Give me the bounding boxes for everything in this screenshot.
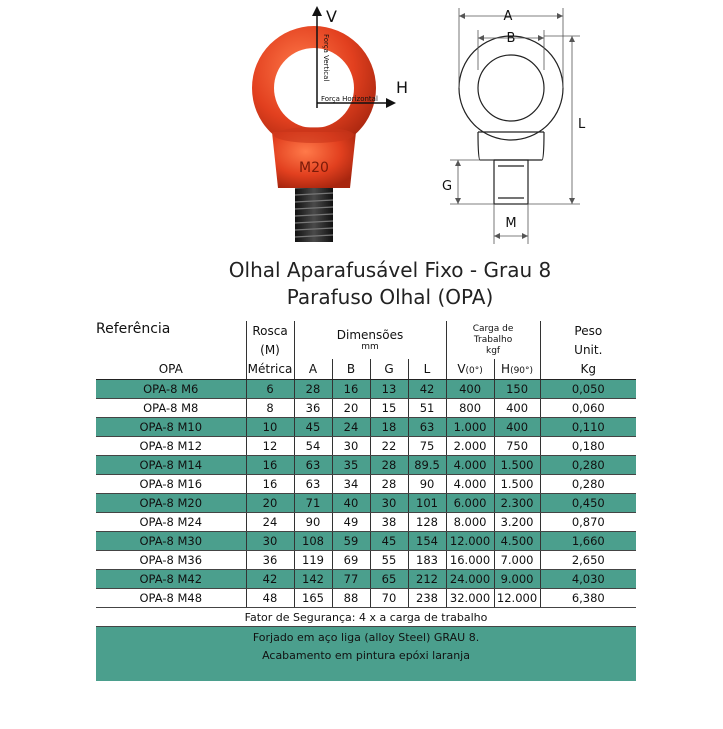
cell-kg: 2,650 [540,551,636,570]
header-carga-unit: kgf [486,345,501,356]
table-row [96,532,636,551]
cell-l: 63 [408,418,446,437]
cell-b: 88 [332,589,370,608]
cell-v: 32.000 [446,589,494,608]
cell-b: 20 [332,399,370,418]
cell-v: 8.000 [446,513,494,532]
col-g: G [370,359,408,380]
dimension-drawing [440,0,720,250]
cell-m: 16 [246,456,294,475]
cell-v: 1.000 [446,418,494,437]
cell-g: 22 [370,437,408,456]
cell-kg: 0,450 [540,494,636,513]
cell-g: 30 [370,494,408,513]
header-dimensoes-unit: mm [361,342,379,352]
cell-l: 51 [408,399,446,418]
cell-ref: OPA-8 M10 [96,418,246,437]
col-v: V [457,362,466,376]
fator-seguranca: Fator de Segurança: 4 x a carga de trabalho [96,608,636,627]
cell-m: 42 [246,570,294,589]
cell-v: 4.000 [446,456,494,475]
page-title: Olhal Aparafusável Fixo - Grau 8 [228,258,552,282]
cell-kg: 0,110 [540,418,636,437]
cell-a: 142 [294,570,332,589]
cell-a: 45 [294,418,332,437]
cell-kg: 4,030 [540,570,636,589]
cell-h: 400 [494,418,540,437]
col-opa: OPA [96,359,246,380]
cell-kg: 6,380 [540,589,636,608]
cell-b: 24 [332,418,370,437]
col-b: B [332,359,370,380]
table-row [96,494,636,513]
cell-h: 150 [494,380,540,399]
cell-g: 15 [370,399,408,418]
cell-ref: OPA-8 M16 [96,475,246,494]
cell-kg: 1,660 [540,532,636,551]
table-row [96,399,636,418]
cell-b: 40 [332,494,370,513]
cell-m: 10 [246,418,294,437]
cell-l: 154 [408,532,446,551]
cell-g: 18 [370,418,408,437]
cell-b: 35 [332,456,370,475]
cell-h: 2.300 [494,494,540,513]
table-row [96,418,636,437]
cell-g: 28 [370,475,408,494]
cell-m: 24 [246,513,294,532]
cell-kg: 0,280 [540,456,636,475]
cell-m: 30 [246,532,294,551]
page-subtitle: Parafuso Olhal (OPA) [286,285,494,309]
dim-m-label: M [505,216,517,231]
cell-h: 3.200 [494,513,540,532]
cell-a: 119 [294,551,332,570]
cell-g: 55 [370,551,408,570]
cell-l: 101 [408,494,446,513]
cell-a: 108 [294,532,332,551]
header-dimensoes: Dimensões [336,328,404,342]
stamp-text: M20 [299,160,329,176]
cell-l: 89.5 [408,456,446,475]
cell-m: 8 [246,399,294,418]
col-l: L [408,359,446,380]
cell-v: 2.000 [446,437,494,456]
label-h: H [396,78,409,97]
cell-g: 13 [370,380,408,399]
header-carga-1: Carga de [472,323,514,334]
cell-l: 42 [408,380,446,399]
cell-a: 63 [294,456,332,475]
cell-ref: OPA-8 M24 [96,513,246,532]
cell-a: 63 [294,475,332,494]
cell-ref: OPA-8 M12 [96,437,246,456]
cell-h: 400 [494,399,540,418]
cell-a: 54 [294,437,332,456]
cell-ref: OPA-8 M20 [96,494,246,513]
header-rosca-unit: (M) [246,340,294,359]
dim-a-label: A [503,9,513,24]
cell-h: 12.000 [494,589,540,608]
cell-h: 750 [494,437,540,456]
cell-a: 71 [294,494,332,513]
cell-kg: 0,050 [540,380,636,399]
cell-b: 34 [332,475,370,494]
cell-b: 77 [332,570,370,589]
cell-h: 1.500 [494,475,540,494]
label-force-vertical: Força Vertical [322,34,330,82]
cell-l: 212 [408,570,446,589]
cell-ref: OPA-8 M6 [96,380,246,399]
cell-v: 800 [446,399,494,418]
cell-h: 4.500 [494,532,540,551]
cell-h: 1.500 [494,456,540,475]
cell-a: 28 [294,380,332,399]
cell-v: 16.000 [446,551,494,570]
cell-a: 36 [294,399,332,418]
cell-l: 183 [408,551,446,570]
cell-ref: OPA-8 M36 [96,551,246,570]
header-peso: Peso [540,321,636,340]
cell-a: 165 [294,589,332,608]
table-row [96,475,636,494]
col-kg: Kg [540,359,636,380]
cell-h: 7.000 [494,551,540,570]
cell-m: 16 [246,475,294,494]
cell-b: 30 [332,437,370,456]
cell-b: 16 [332,380,370,399]
dim-g-label: G [442,179,453,194]
cell-v: 4.000 [446,475,494,494]
cell-l: 128 [408,513,446,532]
finish-note: Acabamento em pintura epóxi laranja [262,649,470,662]
cell-b: 59 [332,532,370,551]
cell-h: 9.000 [494,570,540,589]
table-row [96,380,636,399]
cell-g: 38 [370,513,408,532]
cell-v: 6.000 [446,494,494,513]
cell-m: 20 [246,494,294,513]
cell-m: 48 [246,589,294,608]
spec-table [96,321,636,681]
header-rosca: Rosca [246,321,294,340]
dim-b-label: B [506,31,516,46]
dim-l-label: L [578,117,586,132]
label-force-horizontal: Força Horizontal [321,95,378,103]
col-metrica: Métrica [246,359,294,380]
table-row [96,456,636,475]
cell-b: 49 [332,513,370,532]
cell-a: 90 [294,513,332,532]
cell-kg: 0,180 [540,437,636,456]
cell-ref: OPA-8 M14 [96,456,246,475]
cell-g: 28 [370,456,408,475]
table-row [96,437,636,456]
cell-ref: OPA-8 M48 [96,589,246,608]
cell-v: 12.000 [446,532,494,551]
cell-v: 24.000 [446,570,494,589]
cell-m: 12 [246,437,294,456]
eyebolt-photo [200,0,430,250]
col-h: H [501,362,511,376]
col-a: A [294,359,332,380]
col-h-sub: (90°) [510,366,534,376]
label-v: V [326,7,337,26]
table-row [96,551,636,570]
table-row [96,513,636,532]
cell-m: 36 [246,551,294,570]
cell-ref: OPA-8 M30 [96,532,246,551]
cell-ref: OPA-8 M42 [96,570,246,589]
cell-kg: 0,870 [540,513,636,532]
cell-kg: 0,280 [540,475,636,494]
cell-kg: 0,060 [540,399,636,418]
col-v-sub: (0°) [465,366,483,376]
material-note: Forjado em aço liga (alloy Steel) GRAU 8. [252,631,480,644]
table-row [96,589,636,608]
cell-m: 6 [246,380,294,399]
header-peso-unit: Unit. [540,340,636,359]
header-referencia: Referência [96,321,171,337]
cell-b: 69 [332,551,370,570]
cell-g: 70 [370,589,408,608]
cell-l: 90 [408,475,446,494]
cell-l: 75 [408,437,446,456]
cell-v: 400 [446,380,494,399]
table-row [96,570,636,589]
cell-ref: OPA-8 M8 [96,399,246,418]
header-carga-2: Trabalho [473,334,513,345]
cell-g: 65 [370,570,408,589]
cell-l: 238 [408,589,446,608]
cell-g: 45 [370,532,408,551]
